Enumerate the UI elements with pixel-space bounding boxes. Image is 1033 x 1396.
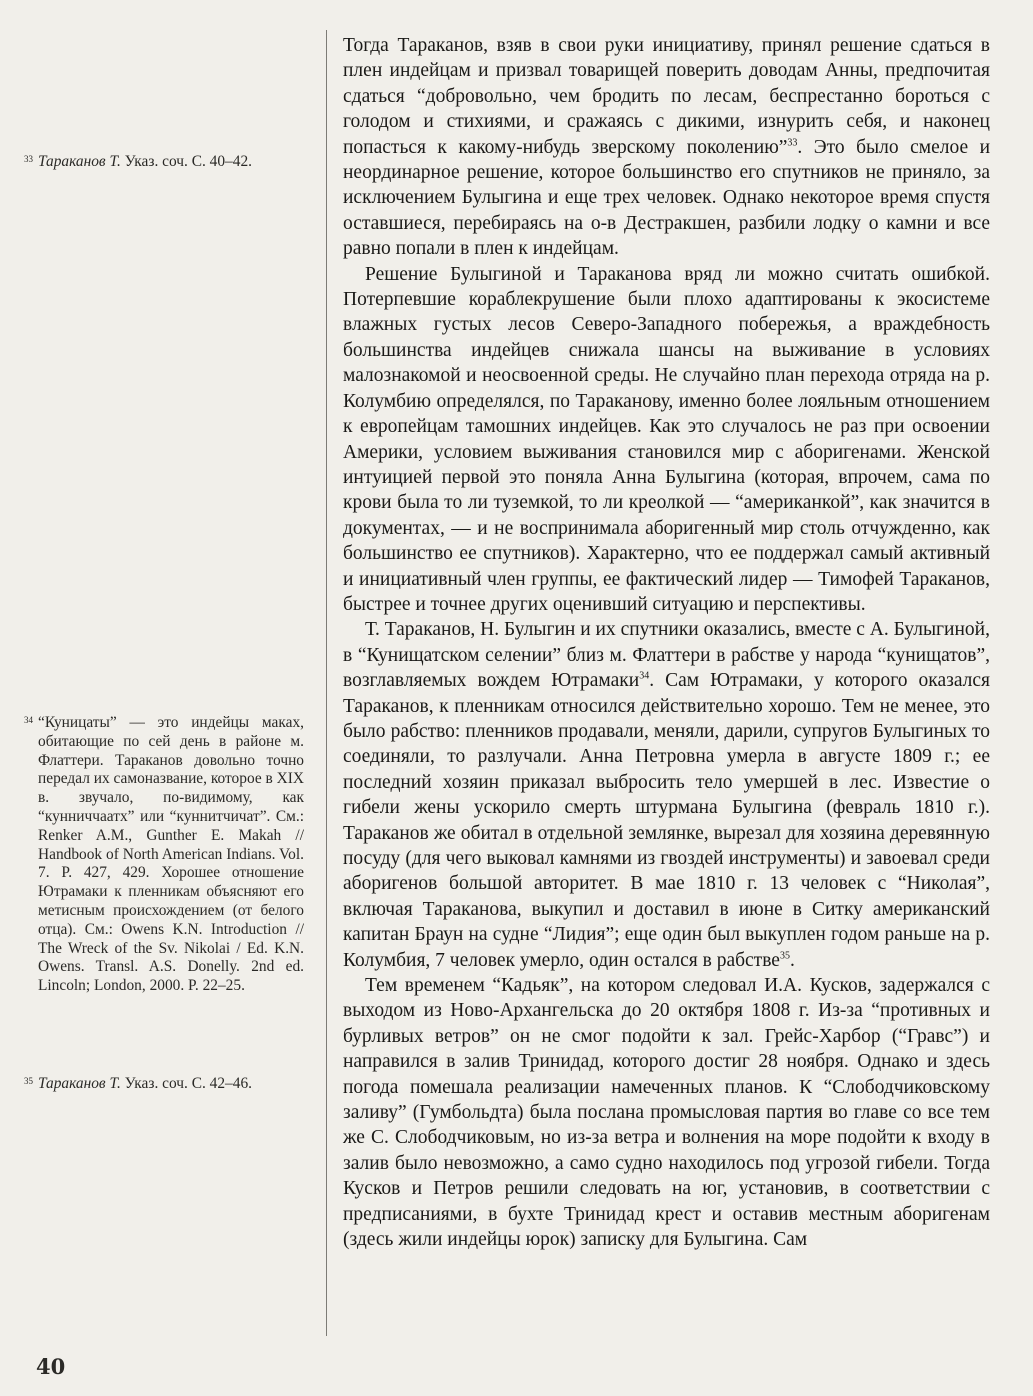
footnote-34 (24, 714, 306, 996)
paragraph-2: Решение Булыгиной и Тараканова вряд ли можно считать ошибкой. Потерпевшие кораблекрушение были плохо адаптированы к экосистеме влажных густых лесов Северо-Западного побережья, а враждебность большинства индейцев снижала шансы на выживание в условиях малознакомой и неосвоенной среды. Не случайно план перехода отряда на р. Колумбию определялся, по Тараканову, именно более лояльным отношением к европейцам тамошних индейцев. Как это случалось не раз при освоении Америки, условием выживания становился мир с аборигенами. Женской интуицией первой это поняла Анна Булыгина (которая, впрочем, сама по крови была то ли туземкой, то ли креолкой — “американкой”, как значится в документах, — и не воспринимала аборигенный мир столь отчужденно, как большинство ее спутников). Характерно, что ее поддержал самый активный и инициативный член группы, ее фактический лидер — Тимофей Тараканов, быстрее и точнее других оценивший ситуацию и перспективы. (343, 263, 990, 615)
footnote-ref-35: 35 (779, 950, 790, 962)
footnote-ref-34: 34 (639, 670, 650, 682)
footnote-ref-33: 33 (787, 137, 798, 149)
footnotes-column (24, 0, 306, 1396)
footnote-text: Указ. соч. С. 40–42. (120, 153, 252, 170)
footnote-number: 34 (24, 715, 33, 725)
footnote-text: “Куницаты” — это индейцы маках, обитающие по сей день в районе м. Флаттери. Тараканов довольно точно передал их самоназвание, которое в XIX в. звучало, по-видимому, как “кунниччаатх” или “куннитчичат”. См.: Renker A.M., Gunther E. Makah // Handbook of North American Indians. Vol. 7. P. 427, 429. Хорошее отношение Ютрамаки к пленникам объясняют его метисным происхождением (от белого отца). См.: Owens K.N. Introduction // The Wreck of the Sv. Nikolai / Ed. K.N. Owens. Transl. A.S. Donelly. 2nd ed. Lincoln; London, 2000. P. 22–25. (38, 714, 304, 995)
footnote-33 (24, 153, 306, 172)
paragraph-3: Т. Тараканов, Н. Булыгин и их спутники оказались, вместе с А. Булыгиной, в “Кунищатском селении” близ м. Флаттери в рабстве у народа “кунищатов”, возглавляемых вождем Ютрамаки$^{34}$. Сам Ютрамаки, у которого оказался Тараканов, к пленникам относился действительно хорошо. Тем не менее, это было рабство: пленников продавали, меняли, дарили, супругов Булыгиных то соединяли, то разлучали. Анна Петровна умерла в августе 1809 г.; ее последний хозяин приказал выбросить тело умершей в лес. Известие о гибели жены ускорило смерть штурмана Булыгина (февраль 1810 г.). Тараканов же обитал в отдельной землянке, вырезал для хозяина деревянную посуду (для чего выковал камнями из гвоздей инструменты) и завоевал среди аборигенов большой авторитет. В мае 1810 г. 13 человек с “Николая”, включая Тараканова, выкупил и доставил в июне в Ситку американский капитан Браун на судне “Лидия”; еще один был выкуплен годом раньше на р. Колумбия, 7 человек умерло, один остался в рабстве$^{35}$. (343, 619, 991, 971)
main-text-column (343, 33, 990, 1253)
footnote-number: 35 (24, 1076, 33, 1086)
footnote-35 (24, 1075, 306, 1094)
paragraph-1: Тогда Тараканов, взяв в свои руки инициативу, принял решение сдаться в плен индейцам и призвал товарищей поверить доводам Анны, предпочитая сдаться “добровольно, чем бродить по лесам, беспрестанно бороться с голодом и стихиями, и сражаясь с дикими, изнурить себя, и наконец попасться к какому-нибудь зверскому поколению”$^{33}$. Это было смелое и неординарное решение, которое большинство его спутников не приняло, за исключением Булыгина и еще трех человек. Однако некоторое время спустя оставшиеся, перебираясь на о-в Дестракшен, разбили лодку о камни и все равно попали в плен к индейцам. (343, 35, 990, 260)
footnote-number: 33 (24, 154, 33, 164)
page-number: 40 (36, 1354, 66, 1379)
footnote-text: Указ. соч. С. 42–46. (120, 1075, 252, 1092)
paragraph-4: Тем временем “Кадьяк”, на котором следовал И.А. Кусков, задержался с выходом из Ново-Архангельска до 20 октября 1808 г. Из-за “противных и бурливых ветров” он не смог подойти к зал. Грейс-Харбор (“Гравс”) и направился в залив Тринидад, которого достиг 28 ноября. Однако и здесь погода помешала реализации намеченных планов. К “Слободчиковскому заливу” (Гумбольдта) была послана промысловая партия во главе со все тем же С. Слободчиковым, но из-за ветра и волнения на море подойти к входу в залив было невозможно, а само судно находилось под угрозой гибели. Тогда Кусков и Петров решили следовать на юг, установив, в соответствии с предписаниями, в бухте Тринидад крест и оставив местным аборигенам (здесь жили индейцы юрок) записку для Булыгина. Сам (343, 975, 990, 1251)
column-divider (326, 30, 327, 1336)
footnote-author: Тараканов Т. (38, 1075, 121, 1092)
footnote-author: Тараканов Т. (38, 153, 121, 170)
